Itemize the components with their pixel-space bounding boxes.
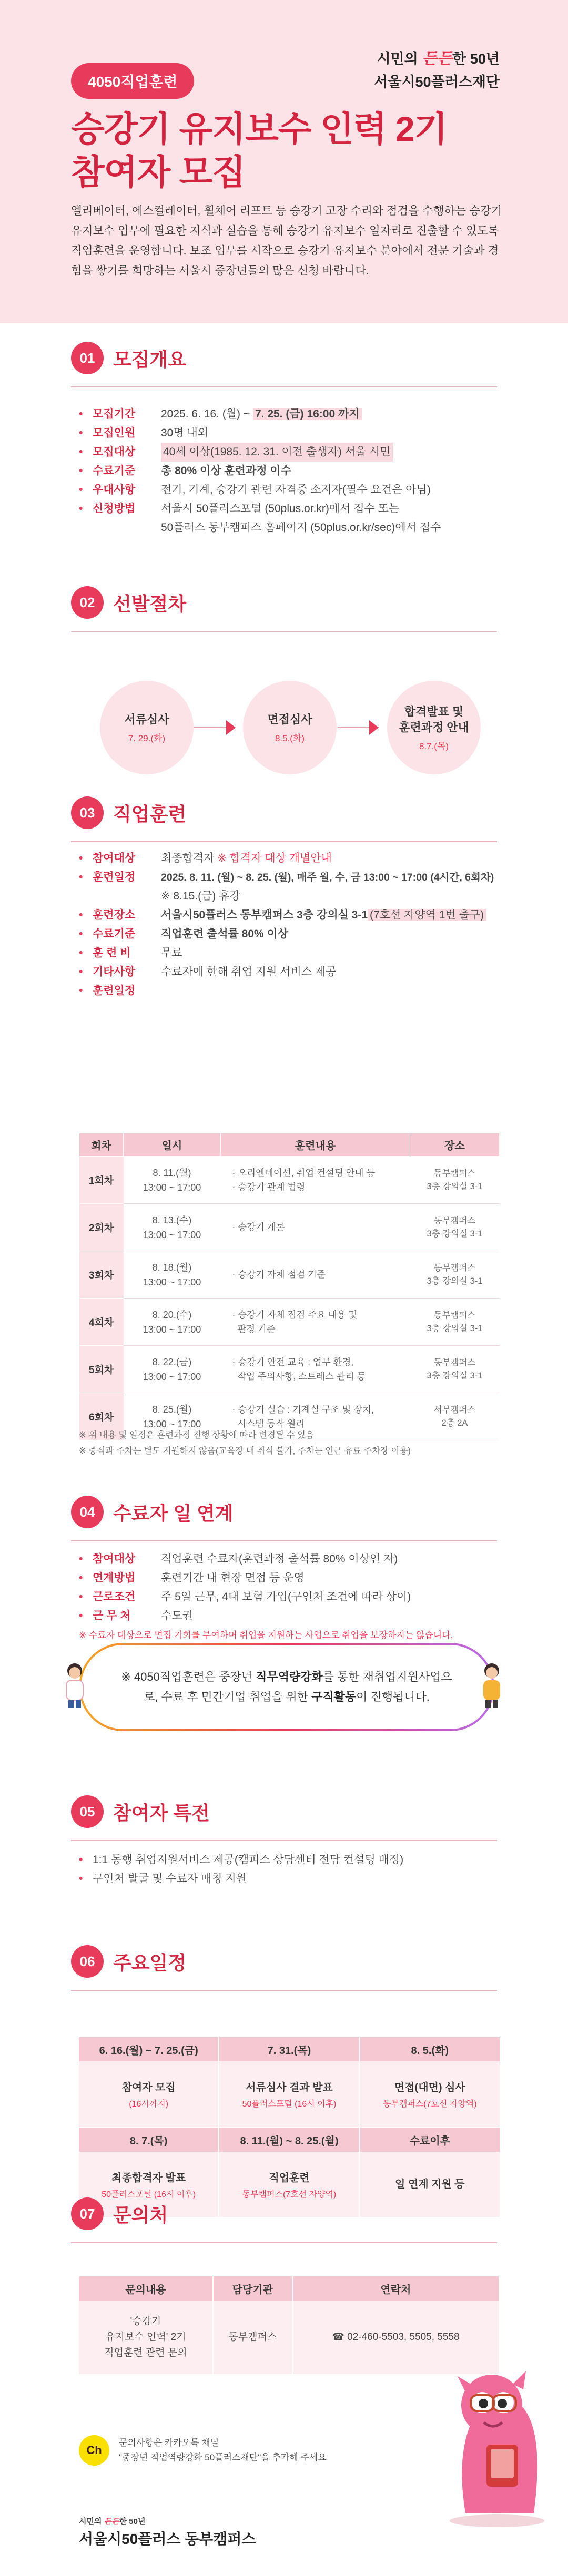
- info-row-preference: • 우대사항 전기, 기계, 승강기 관련 자격증 소지자(필수 요건은 아님): [79, 484, 431, 496]
- step-document-review: 서류심사 7. 29.(화): [100, 681, 194, 774]
- divider: [71, 1990, 497, 1991]
- divider: [71, 386, 497, 387]
- training-schedule-table: 회차 일시 훈련내용 장소 1회차 8. 11.(월) 13:00 ~ 17:00 · 오리엔테이션, 취업 컨설팅 안내 등 · 승강기 관계 법령 동부캠퍼스 3층 강의실 3-1 2회차 8. 13.(수) 13:00 ~ 17:00 · 승강기 개론 동부캠퍼스 3층 강의실 3-1 3회차 8. 18.(월) 13:00 ~ 17:00 · 승강기 자체 점검 기준 동부캠퍼스 3층 강의실 3-1 4회차 8. 20.(수) 13:00 ~ 17:00 · 승강기 자체 점검 주요 내용 및 판정 기준 동부캠퍼스 3층 강의실 3-1 5회차 8. 22.(금) 13:00 ~ 17:00 · 승강기 안전 교육 : 업무 환경, 작업 주의사항, 스트레스 관리 등 동부캠퍼스 3층 강의실 3-1 6회차 8. 25.(월) 13:00 ~ 17:00 · 승강기 실습 : 기계실 구조 및 장치, 시스템 동작 원리 서부캠퍼스 2층 2A: [79, 1133, 500, 1440]
- contact-phone[interactable]: ☎ 02-460-5503, 5505, 5558: [292, 2301, 499, 2374]
- section-header-benefits: 05 참여자 특전: [71, 1795, 210, 1828]
- brand-org: 서울시50플러스재단: [374, 74, 500, 90]
- info-row-target: • 모집대상 40세 이상(1985. 12. 31. 이전 출생자) 서울 시민: [79, 443, 500, 462]
- divider: [71, 631, 497, 632]
- brand-logo: 시민의 든든한 50년 서울시50플러스재단: [374, 50, 500, 90]
- person-illustration-icon: [59, 1661, 90, 1709]
- section-header-overview: 01 모집개요: [71, 342, 186, 374]
- kakao-channel-icon: Ch: [79, 2435, 109, 2466]
- linkage-note: ※ 수료자 대상으로 면접 기회를 부여하며 취업을 지원하는 사업으로 취업을 보장하지는 않습니다.: [79, 1630, 453, 1640]
- divider: [71, 841, 497, 842]
- divider: [71, 1540, 497, 1541]
- info-row-people: • 모집인원 30명 내외: [79, 427, 209, 439]
- training-notes: ※ 위 내용 및 일정은 훈련과정 진행 상황에 따라 변경될 수 있음 ※ 중식과 주차는 별도 지원하지 않음(교육장 내 취식 불가, 주차는 인근 유료 주차장 이용): [79, 1430, 411, 1456]
- program-badge: 4050직업훈련: [71, 63, 194, 99]
- info-row-apply: • 신청방법 서울시 50플러스포털 (50plus.or.kr)에서 접수 또는 50플러스 동부캠퍼스 홈페이지 (50plus.or.kr/sec)에서 접수: [79, 503, 441, 534]
- step-announcement: 합격발표 및 훈련과정 안내 8.7.(목): [387, 681, 481, 774]
- benefits-list: • 1:1 동행 취업지원서비스 제공(캠퍼스 상담센터 전담 컨설팅 배정) • 구인처 발굴 및 수료자 매칭 지원: [79, 1854, 404, 1885]
- step-interview: 면접심사 8.5.(화): [243, 681, 337, 774]
- selection-steps: [100, 676, 494, 781]
- kakao-channel[interactable]: Ch 문의사항은 카카오톡 채널 "중장년 직업역량강화 50플러스재단"을 추가해 주세요: [79, 2435, 327, 2466]
- arrow-icon: [369, 720, 379, 735]
- mascot-character-icon: [434, 2355, 560, 2529]
- section-header-key-dates: 06 주요일정: [71, 1945, 186, 1978]
- divider: [71, 1840, 497, 1841]
- table-row: 2회차 8. 13.(수) 13:00 ~ 17:00 · 승강기 개론 동부캠퍼스 3층 강의실 3-1: [79, 1204, 500, 1251]
- overview-list: [79, 405, 500, 537]
- table-row: 5회차 8. 22.(금) 13:00 ~ 17:00 · 승강기 안전 교육 : 업무 환경, 작업 주의사항, 스트레스 관리 등 동부캠퍼스 3층 강의실 3-1: [79, 1346, 500, 1393]
- section-header-contact: 07 문의처: [71, 2197, 168, 2230]
- info-callout: ※ 4050직업훈련은 중장년 직무역량강화를 통한 재취업지원사업으로, 수료 후 민간기업 취업을 위한 구직활동이 진행됩니다.: [79, 1643, 494, 1731]
- table-row: 6회차 8. 25.(월) 13:00 ~ 17:00 · 승강기 실습 : 기계실 구조 및 장치, 시스템 동작 원리 서부캠퍼스 2층 2A: [79, 1393, 500, 1440]
- table-row: 4회차 8. 20.(수) 13:00 ~ 17:00 · 승강기 자체 점검 주요 내용 및 판정 기준 동부캠퍼스 3층 강의실 3-1: [79, 1299, 500, 1346]
- info-row-criteria: • 수료기준 총 80% 이상 훈련과정 이수: [79, 465, 291, 477]
- section-header-selection: 02 선발절차: [71, 586, 186, 619]
- person-illustration-icon: [476, 1661, 508, 1709]
- contact-table: 문의내용 담당기관 연락처 '승강기 유지보수 인력' 2기 직업훈련 관련 문의 동부캠퍼스 ☎ 02-460-5503, 5505, 5558: [79, 2276, 500, 2374]
- footer-logo: 시민의 든든한 50년 서울시50플러스 동부캠퍼스: [79, 2517, 256, 2547]
- arrow-icon: [226, 720, 236, 735]
- section-header-linkage: 04 수료자 일 연계: [71, 1496, 234, 1528]
- hero-description: 엘리베이터, 에스컬레이터, 휠체어 리프트 등 승강기 고장 수리와 점검을 수행하는 승강기 유지보수 업무에 필요한 지식과 실습을 통해 승강기 유지보수 일자리로 진출할 수 있도록 직업훈련을 운영합니다. 보조 업무를 시작으로 승강기 유지보수 분야에서 전문 기술과 경험을 쌓기를 희망하는 서울시 중장년들의 많은 신청 바랍니다.: [71, 205, 502, 277]
- table-row: 3회차 8. 18.(월) 13:00 ~ 17:00 · 승강기 자체 점검 기준 동부캠퍼스 3층 강의실 3-1: [79, 1251, 500, 1299]
- linkage-list: • 참여대상 직업훈련 수료자(훈련과정 출석률 80% 이상인 자) • 연계방법 훈련기간 내 현장 면접 등 운영 • 근로조건 주 5일 근무, 4대 보험 가입(구인처 조건에 따라 상이) • 근 무 처 수도권 ※ 수료자 대상으로 면접 기회를 부여하며 취업을 지원하는 사업으로 취업을 보장하지는 않습니다.: [79, 1550, 500, 1641]
- training-list: • 참여대상 최종합격자 ※ 합격자 대상 개별안내 • 훈련일정 2025. 8. 11. (월) ~ 8. 25. (월), 매주 월, 수, 금 13:00 ~ 17:00 (4시간, 6회차) ※ 8.15.(금) 휴강 • 훈련장소 서울시50플러스 동부캠퍼스 3층 강의실 3-1 (7호선 자양역 1번 출구) • 수료기준 직업훈련 출석률 80% 이상 • 훈 련 비 무료 • 기타사항 수료자에 한해 취업 지원 서비스 제공 • 훈련일정: [79, 852, 494, 997]
- hero-banner: [0, 0, 568, 323]
- section-header-training: 03 직업훈련: [71, 796, 186, 829]
- divider: [71, 2242, 497, 2243]
- key-dates-grid: 6. 16.(월) ~ 7. 25.(금) 참여자 모집 (16시까지) 7. 31.(목) 서류심사 결과 발표 50플러스포털 (16시 이후) 8. 5.(화) 면접(대면) 심사 동부캠퍼스(7호선 자양역) 8. 7.(목) 최종합격자 발표 50플러스포털 (16시 이후) 8. 11.(월) ~ 8. 25.(월) 직업훈련 동부캠퍼스(7호선 자양역) 수료이후 일 연계 지원 등: [79, 2037, 500, 2217]
- info-row-period: • 모집기간 2025. 6. 16. (월) ~ 7. 25. (금) 16:00 까지: [79, 405, 500, 424]
- page-title: 승강기 유지보수 인력 2기 참여자 모집: [71, 109, 448, 191]
- table-row: 1회차 8. 11.(월) 13:00 ~ 17:00 · 오리엔테이션, 취업 컨설팅 안내 등 · 승강기 관계 법령 동부캠퍼스 3층 강의실 3-1: [79, 1157, 500, 1204]
